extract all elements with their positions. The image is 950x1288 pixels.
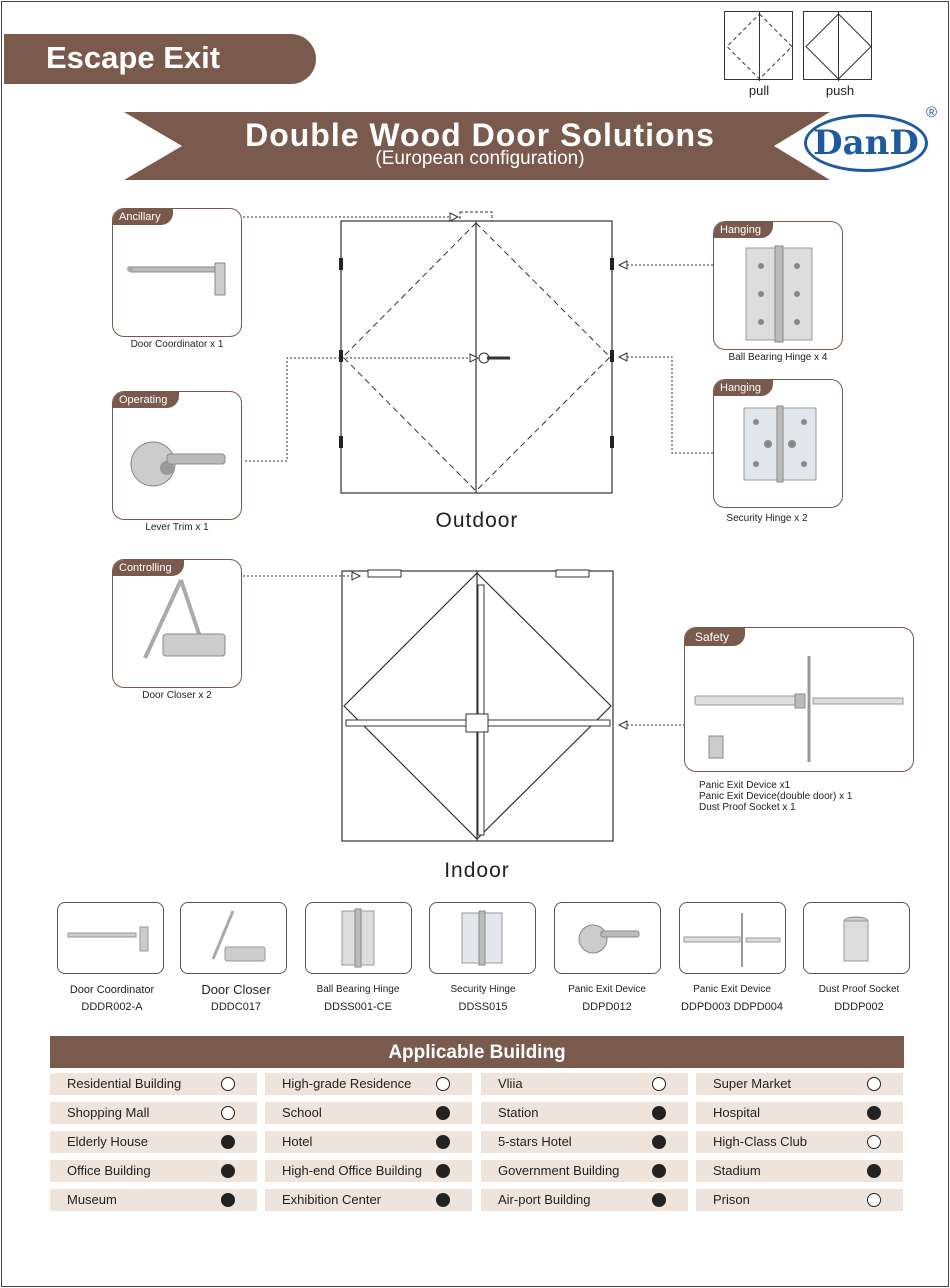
applicable-filled-circle-icon [652,1164,666,1178]
dust-proof-socket-icon [804,903,909,973]
category-tag: Controlling [113,560,184,576]
component-caption: Door Closer x 2 [142,690,212,701]
product-code: DDDR002-A [81,1001,143,1013]
building-label: High-Class Club [713,1134,807,1149]
component-card-hanging-ball-bearing [713,221,843,350]
not-applicable-empty-circle-icon [867,1193,881,1207]
building-label: Stadium [713,1163,761,1178]
component-caption: Lever Trim x 1 [145,522,209,533]
building-cell [481,1073,688,1095]
applicable-building-header: Applicable Building [50,1036,904,1068]
security-hinge-icon [742,404,818,484]
applicable-filled-circle-icon [436,1164,450,1178]
building-label: Prison [713,1192,750,1207]
applicable-filled-circle-icon [652,1135,666,1149]
building-cell [696,1131,903,1153]
applicable-filled-circle-icon [436,1193,450,1207]
applicable-filled-circle-icon [436,1135,450,1149]
product-code: DDSS001-CE [324,1001,392,1013]
building-label: Air-port Building [498,1192,591,1207]
component-caption: Door Coordinator x 1 [130,339,224,350]
door-coordinator-icon [123,257,233,302]
building-cell [696,1102,903,1124]
panic-exit-device-icon [680,903,785,973]
product-name: Panic Exit Device [568,984,646,995]
safety-caption-1: Panic Exit Device x1 [699,780,791,791]
indoor-label: Indoor [444,859,510,882]
not-applicable-empty-circle-icon [867,1077,881,1091]
door-closer-icon [181,903,286,973]
push-label: push [825,83,855,98]
building-cell [265,1073,472,1095]
applicable-filled-circle-icon [652,1193,666,1207]
building-cell [50,1189,257,1211]
security-hinge-icon [430,903,535,973]
applicable-filled-circle-icon [867,1164,881,1178]
building-label: Vliia [498,1076,523,1091]
building-cell [696,1189,903,1211]
lever-trim-icon [555,903,660,973]
panic-exit-device-icon [691,650,913,768]
applicable-filled-circle-icon [436,1106,450,1120]
building-cell [696,1073,903,1095]
product-name: Panic Exit Device [693,984,771,995]
applicable-filled-circle-icon [221,1135,235,1149]
product-card [554,902,661,974]
product-code: DDDP002 [834,1001,884,1013]
building-label: Museum [67,1192,117,1207]
building-cell [50,1160,257,1182]
product-card [429,902,536,974]
product-name: Ball Bearing Hinge [316,984,400,995]
safety-caption-2: Panic Exit Device(double door) x 1 [699,791,853,802]
component-card-controlling [112,559,242,688]
safety-caption-3: Dust Proof Socket x 1 [699,802,796,813]
component-caption: Security Hinge x 2 [726,513,808,524]
building-cell [265,1189,472,1211]
category-tag: Operating [113,392,179,408]
building-label: Super Market [713,1076,792,1091]
component-card-hanging-security [713,379,843,508]
building-cell [50,1102,257,1124]
product-card [305,902,412,974]
product-card [679,902,786,974]
applicable-filled-circle-icon [221,1193,235,1207]
banner-title: Double Wood Door Solutions [245,117,715,153]
building-label: Hotel [282,1134,313,1149]
product-name: Security Hinge [450,984,516,995]
not-applicable-empty-circle-icon [436,1077,450,1091]
not-applicable-empty-circle-icon [652,1077,666,1091]
building-cell [50,1073,257,1095]
product-name: Door Closer [201,982,271,997]
not-applicable-empty-circle-icon [867,1135,881,1149]
registered-mark: ® [926,104,938,121]
banner-subtitle: (European configuration) [375,148,585,169]
building-label: High-grade Residence [282,1076,412,1091]
lever-trim-icon [127,432,237,502]
product-code: DDDC017 [210,1001,262,1013]
not-applicable-empty-circle-icon [221,1077,235,1091]
component-card-safety [684,627,914,772]
building-cell [481,1189,688,1211]
applicable-filled-circle-icon [867,1106,881,1120]
building-label: High-end Office Building [282,1163,422,1178]
brand-logo: DanD [804,114,928,172]
not-applicable-empty-circle-icon [221,1106,235,1120]
product-card [57,902,164,974]
outdoor-label: Outdoor [435,509,519,532]
door-coordinator-icon [58,903,163,973]
building-label: 5-stars Hotel [498,1134,572,1149]
building-cell [265,1102,472,1124]
component-card-operating [112,391,242,520]
building-cell [481,1131,688,1153]
building-label: Residential Building [67,1076,182,1091]
building-label: Office Building [67,1163,151,1178]
pull-label: pull [748,83,770,98]
building-label: Shopping Mall [67,1105,150,1120]
door-closer-icon [133,578,233,678]
outdoor-door-diagram [339,212,614,493]
category-tag: Ancillary [113,209,173,225]
indoor-door-diagram [342,570,613,841]
applicable-filled-circle-icon [652,1106,666,1120]
building-cell [696,1160,903,1182]
product-code: DDSS015 [458,1001,508,1013]
product-code: DDPD003 DDPD004 [680,1001,784,1013]
product-card [803,902,910,974]
product-code: DDPD012 [582,1001,632,1013]
ball-bearing-hinge-icon [306,903,411,973]
building-label: Government Building [498,1163,620,1178]
product-name: Door Coordinator [69,984,155,996]
category-tag: Hanging [714,222,773,238]
building-cell [265,1131,472,1153]
component-caption: Ball Bearing Hinge x 4 [728,352,828,363]
category-tag: Hanging [714,380,773,396]
ball-bearing-hinge-icon [744,244,814,344]
product-name: Dust Proof Socket [818,984,900,995]
building-label: Station [498,1105,539,1120]
applicable-filled-circle-icon [221,1164,235,1178]
building-label: School [282,1105,322,1120]
building-label: Hospital [713,1105,760,1120]
category-tag: Safety [685,628,745,646]
component-card-ancillary [112,208,242,337]
building-cell [481,1160,688,1182]
building-label: Elderly House [67,1134,148,1149]
building-cell [481,1102,688,1124]
product-card [180,902,287,974]
building-cell [265,1160,472,1182]
building-cell [50,1131,257,1153]
page-title: Escape Exit [4,34,316,84]
building-label: Exhibition Center [282,1192,381,1207]
